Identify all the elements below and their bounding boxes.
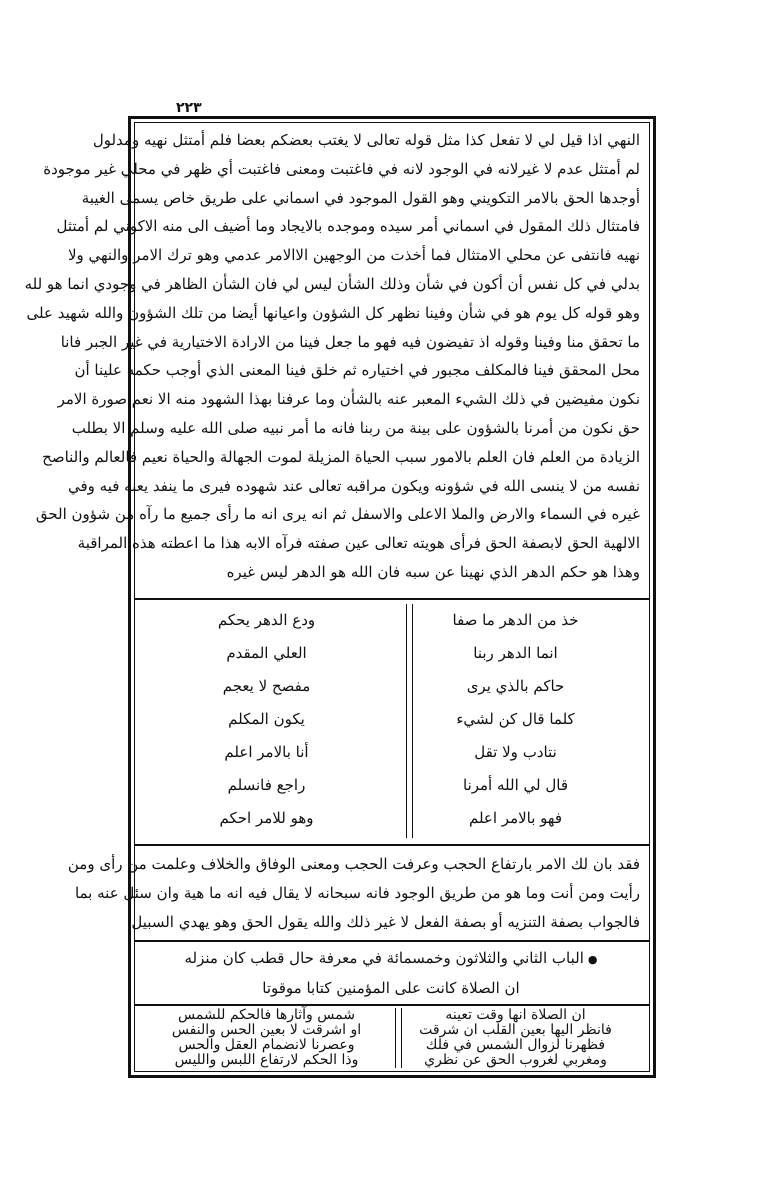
verse-line: أنا بالامر اعلم [224,743,309,761]
verse-column-divider [395,1008,396,1068]
prose-line: فامتثال ذلك المقول في اسماني أمر سيده وموجده بالايجاد وما أضيف الى منه الاكوني لم أمتثل [56,217,640,236]
section-divider [134,1004,650,1006]
verse-block-1 [142,604,640,835]
chapter-heading [142,944,640,1002]
prose-line: لم أمتثل عدم لا غيرلانه في الوجود لانه في فاغتبت ومعنى فاغتبت أي ظهر في محلي غير موجودة [43,159,640,178]
prose-line: نفسه من لا ينسى الله في شؤونه ويكون مراقبه تعالى عند شهوده فيرى ما ينفد يعنه فيه وفي [67,476,640,495]
verse-line: يكون المكلم [228,710,305,728]
verse-column-divider [406,604,407,838]
section-divider [134,940,650,942]
verse-left-column [167,1008,367,1068]
verse-line: شمس وآثارها فالحكم للشمس [178,1007,355,1023]
verse-line: وهو للامر احكم [219,809,314,827]
verse-column-divider [412,604,413,838]
verse-line: فانظر اليها بعين القلب ان شرقت [419,1022,612,1038]
verse-line: او اشرقت لا بعين الحس والنفس [171,1022,362,1038]
verse-right-column [436,604,596,835]
chapter-heading-line-1 [142,944,640,974]
prose-line: فالجواب بصفة التنزيه أو بصفة الفعل لا غير ذلك والله يقول الحق وهو يهدي السبيل [131,912,640,931]
verse-line: مفصح لا يعجم [222,677,311,695]
verse-line: وعصرنا لانضمام العقل والحس [178,1037,355,1053]
verse-line: فظهرنا لزوال الشمس في فلك [425,1037,606,1053]
prose-line: النهي اذا قيل لي لا تفعل كذا مثل قوله تعالى لا يغتب بعضكم بعضا فلم أمتثل نهيه ومدلول [92,131,640,149]
prose-line: وهذا هو حكم الدهر الذي نهينا عن سبه فان الله هو الدهر ليس غيره [226,562,640,581]
verse-line: ودع الدهر يحكم [217,611,316,629]
verse-block-2 [142,1008,640,1068]
page-number: ٢٢٣ [176,100,202,116]
verse-line: ومغربي لغروب الحق عن نظري [424,1052,607,1068]
verse-right-column [416,1008,616,1068]
verse-column-divider [401,1008,402,1068]
verse-line: نتادب ولا تقل [474,743,557,761]
prose-line: الالهية الحق لابصفة الحق فرأى هويته تعالى عين صفته فرآه الابه هذا ما اعطته هذه المراقبة [77,534,640,553]
prose-line: غيره في السماء والارض والملا الاعلى والاسفل ثم انه يرى انه ما رأى جميع ما رآه من شؤون الحق [35,505,640,524]
verse-line: خذ من الدهر ما صفا [452,611,579,629]
verse-line: العلي المقدم [226,644,307,662]
prose-line: نكون مفيضين في ذلك الشيء المعبر عنه بالشأن وما عرفنا بهذا الشهود منه الا نعم صورة الامر [57,390,640,409]
prose-line: حق نكون من أمرنا بالشؤون على بينة من ربنا فانه ما أمر نبيه صلى الله عليه وسلم الا بطلب [71,418,640,437]
prose-line: ما تحقق منا وفينا وقوله اذ تفيضون فيه فهو ما جعل فينا من الارادة الاختيارية في غير الجبر فانا [60,332,640,351]
verse-line: فهو بالامر اعلم [468,809,563,827]
verse-left-column [187,604,347,835]
prose-line: فقد بان لك الامر بارتفاع الحجب وعرفت الحجب ومعنى الوفاق والخلاف وعلمت من رأى ومن [67,855,640,873]
verse-line: ان الصلاة انها وقت تعينه [445,1007,586,1023]
chapter-title: الباب الثاني والثلاثون وخمسمائة في معرفة حال قطب كان منزله [184,949,584,967]
prose-block-2 [67,850,640,936]
prose-block-1 [24,126,640,587]
verse-line: وذا الحكم لارتفاع اللبس والليس [174,1052,359,1068]
verse-line: راجع فانسلم [227,776,306,794]
section-divider [134,598,650,600]
verse-line: قال لي الله أمرنا [463,776,568,794]
prose-line: بدلي في كل نفس أن أكون في شأن وذلك الشأن ليس لي فان الشأن الظاهر في وجودي انما هو لله [24,274,640,293]
verse-line: حاكم بالذي يرى [466,677,565,695]
chapter-heading-line-2: ان الصلاة كانت على المؤمنين كتابا موقوتا [262,979,520,997]
verse-line: انما الدهر ربنا [473,644,558,662]
prose-line: رأيت ومن أنت وما هو من طريق الوجود فانه سبحانه لا يقال فيه انه ما هية وان سئل عنه بما [74,883,640,902]
prose-line: نهيه فانتفى عن محلي الامتثال فما أخذت من الوجهين الاالامر عدمي وهو ترك الامر والنهي ولا [67,246,640,265]
prose-line: وهو قوله كل يوم هو في شأن وفينا نظهر كل الشؤون واعيانها أيضا من تلك الشؤون والله شهيد على [26,303,640,322]
prose-line: الزيادة من العلم فان العلم بالامور سبب الحياة المزيلة لموت الجهالة والحياة نعيم فالعالم والناصح [42,447,640,466]
section-divider [134,844,650,846]
bullet-icon: ● [587,953,598,966]
prose-line: أوجدها الحق بالامر التكويني وهو القول الموجود في اسماني على طريق خاص يسمى الغيبة [81,188,640,207]
prose-line: محل المحقق فينا فالمكلف مجبور في اختياره ثم خلق فينا المعنى الذي أوجب حكمه علينا أن [74,361,640,380]
verse-line: كلما قال كن لشيء [456,710,575,728]
